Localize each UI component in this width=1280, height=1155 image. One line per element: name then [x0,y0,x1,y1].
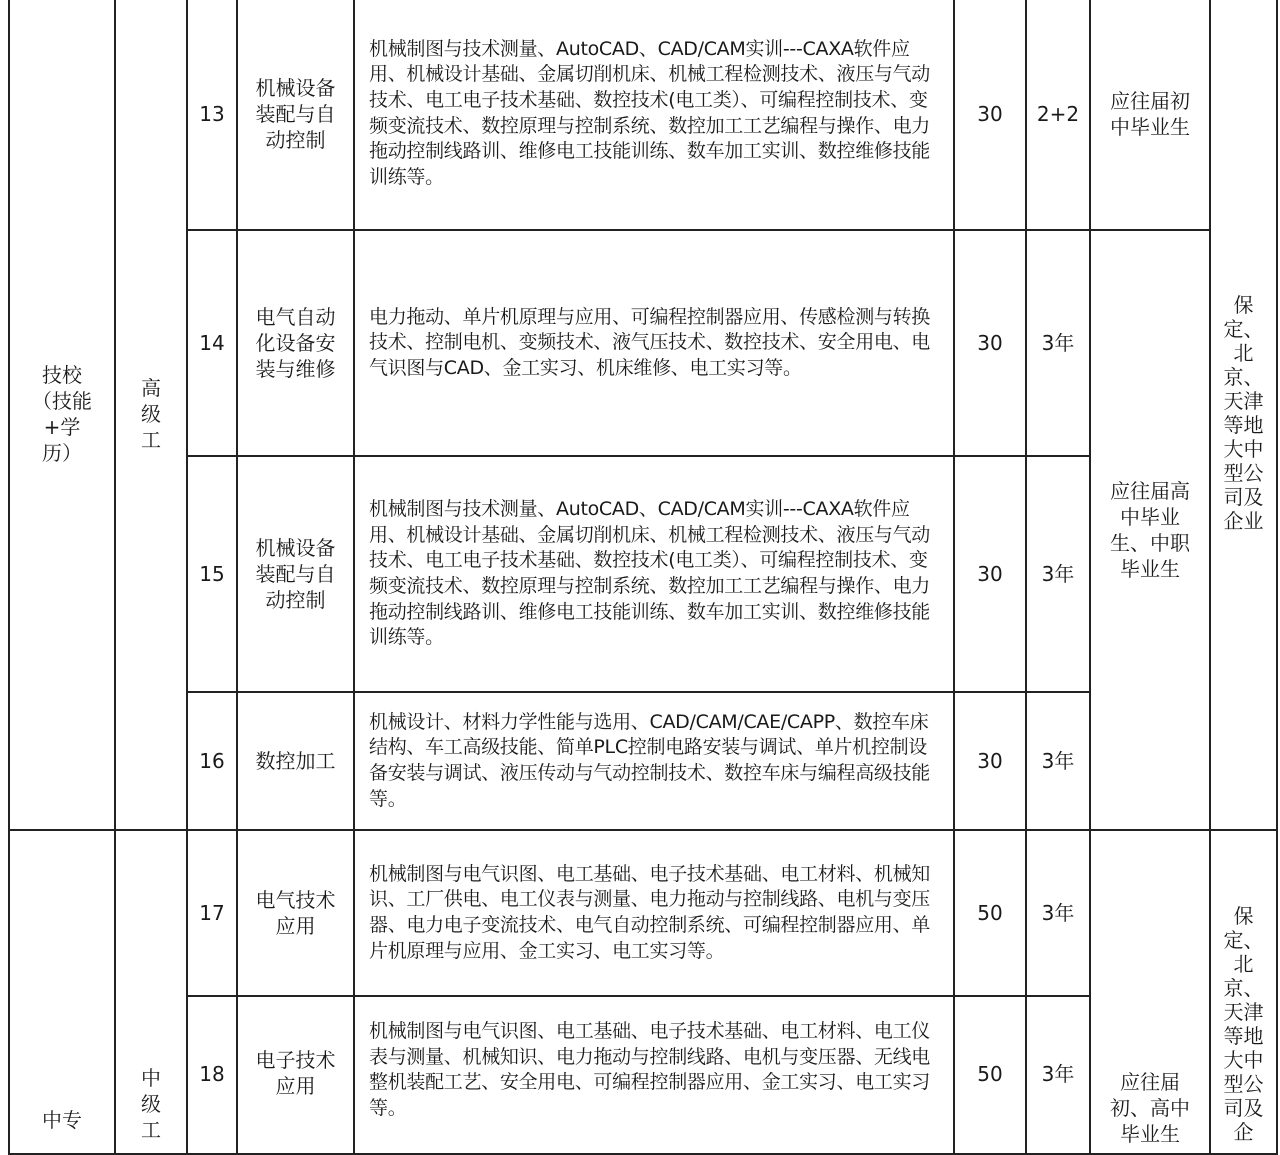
row-number: 18 [187,996,237,1154]
course-list: 机械设计、材料力学性能与选用、CAD/CAM/CAE/CAPP、数控车床结构、车工高级技能、简单PLC控制电路安装与调试、单片机控制设备安装与调试、液压传动与气动控制技术、数控车床与编程高级技能等。 [354,692,954,830]
enrollment-count: 30 [954,456,1026,692]
level-cell: 高级工 [115,0,187,830]
course-list: 机械制图与电气识图、电工基础、电子技术基础、电工材料、机械知识、工厂供电、电工仪表与测量、电力拖动与控制线路、电机与变压器、电力电子变流技术、电气自动控制系统、可编程控制器应用、单片机原理与应用、金工实习、电工实习等。 [354,830,954,996]
major-name: 电子技术应用 [237,996,354,1154]
school-type-cell: 技校（技能+学历） [9,0,115,830]
row-number: 14 [187,230,237,456]
row-number: 16 [187,692,237,830]
enrollment-count: 50 [954,996,1026,1154]
table-row [9,456,1277,692]
employment-cell: 保定、北京、天津等地大中型公司及企 [1210,830,1277,1154]
admission-target: 应往届初中毕业生 [1090,0,1210,230]
course-list: 机械制图与技术测量、AutoCAD、CAD/CAM实训---CAXA软件应用、机械设计基础、金属切削机床、机械工程检测技术、液压与气动技术、电工电子技术基础、数控技术(电工类）、可编程控制技术、变频变流技术、数控原理与控制系统、数控加工工艺编程与操作、电力拖动控制线路训、维修电工技能训练、数车加工实训、数控维修技能训练等。 [354,456,954,692]
enrollment-table [8,0,1278,1155]
admission-target: 应往届初、高中毕业生 [1090,830,1210,1154]
table-row [9,0,1277,230]
employment-cell: 保定、北京、天津等地大中型公司及企业 [1210,0,1277,830]
admission-target: 应往届高中毕业生、中职毕业生 [1090,230,1210,830]
study-years: 3年 [1026,996,1090,1154]
course-list: 机械制图与技术测量、AutoCAD、CAD/CAM实训---CAXA软件应用、机械设计基础、金属切削机床、机械工程检测技术、液压与气动技术、电工电子技术基础、数控技术(电工类）、可编程控制技术、变频变流技术、数控原理与控制系统、数控加工工艺编程与操作、电力拖动控制线路训、维修电工技能训练、数车加工实训、数控维修技能训练等。 [354,0,954,230]
course-list: 电力拖动、单片机原理与应用、可编程控制器应用、传感检测与转换技术、控制电机、变频技术、液气压技术、数控技术、安全用电、电气识图与CAD、金工实习、机床维修、电工实习等。 [354,230,954,456]
study-years: 2+2 [1026,0,1090,230]
school-type-cell: 中专 [9,830,115,1154]
table-row [9,692,1277,830]
enrollment-count: 30 [954,0,1026,230]
row-number: 13 [187,0,237,230]
course-list: 机械制图与电气识图、电工基础、电子技术基础、电工材料、电工仪表与测量、机械知识、电力拖动与控制线路、电机与变压器、无线电整机装配工艺、安全用电、可编程控制器应用、金工实习、电工实习等。 [354,996,954,1154]
enrollment-count: 30 [954,230,1026,456]
row-number: 17 [187,830,237,996]
table-row [9,230,1277,456]
study-years: 3年 [1026,230,1090,456]
level-cell: 中级工 [115,830,187,1154]
enrollment-count: 50 [954,830,1026,996]
enrollment-count: 30 [954,692,1026,830]
major-name: 电气技术应用 [237,830,354,996]
study-years: 3年 [1026,456,1090,692]
study-years: 3年 [1026,692,1090,830]
study-years: 3年 [1026,830,1090,996]
row-number: 15 [187,456,237,692]
table-row [9,996,1277,1154]
major-name: 机械设备装配与自动控制 [237,456,354,692]
major-name: 数控加工 [237,692,354,830]
major-name: 电气自动化设备安装与维修 [237,230,354,456]
major-name: 机械设备装配与自动控制 [237,0,354,230]
table-row [9,830,1277,996]
